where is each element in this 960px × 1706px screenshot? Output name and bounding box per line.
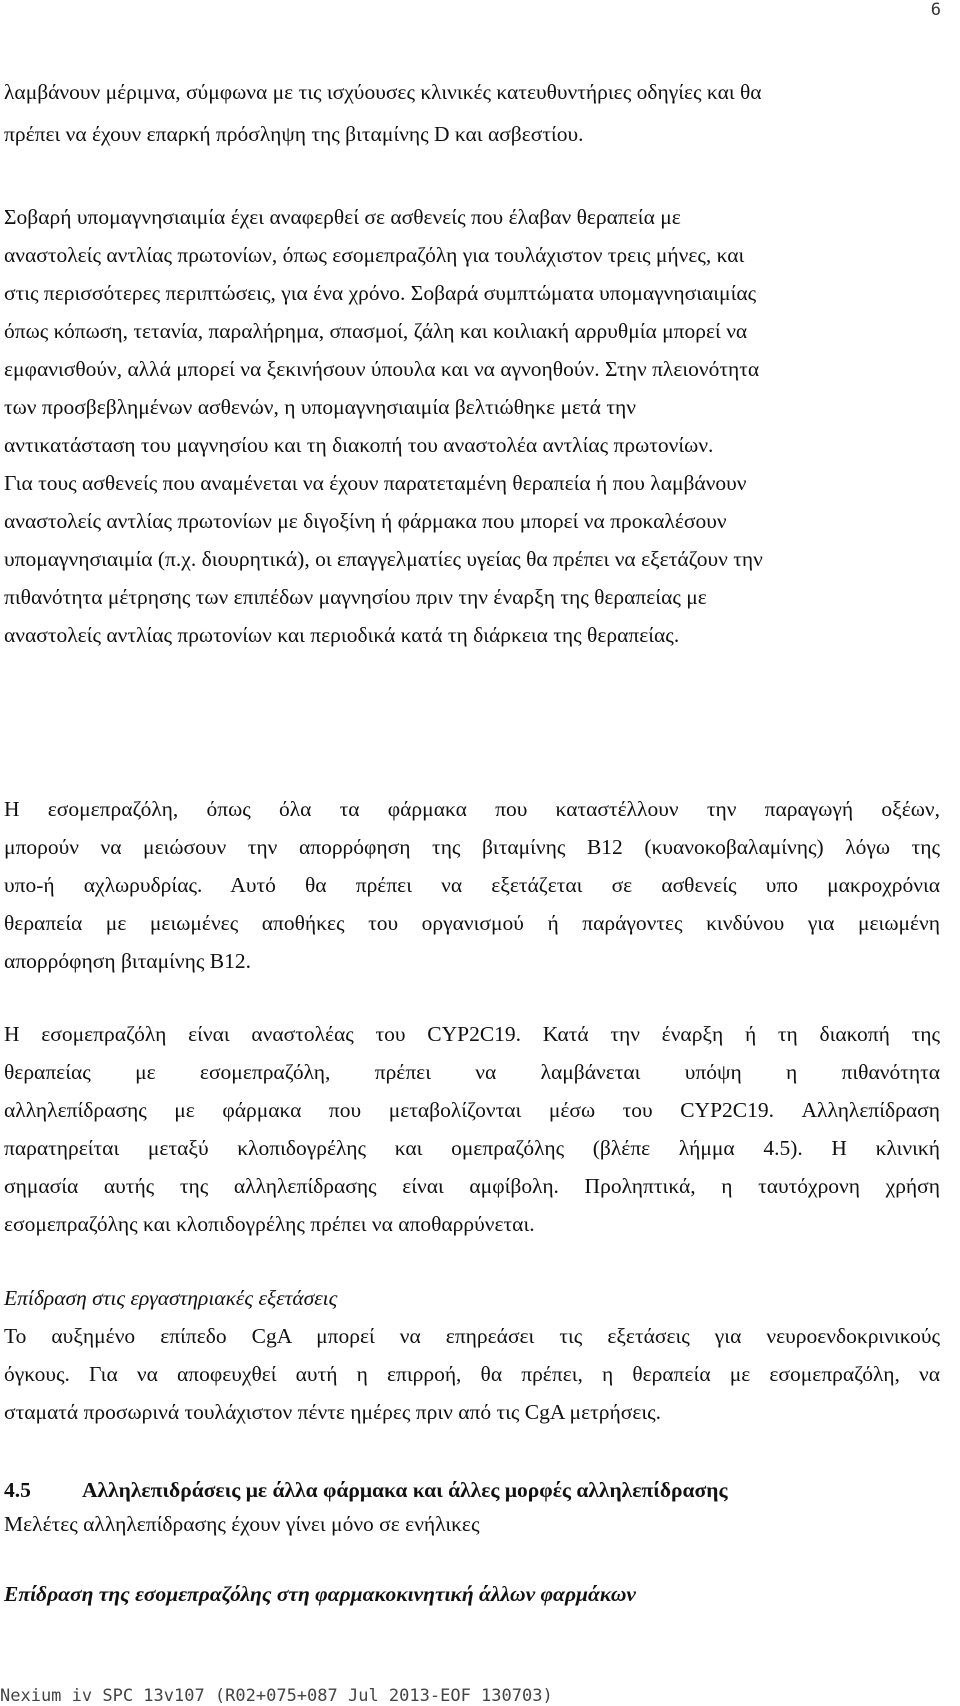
paragraph-hypomagnesemia [4, 198, 940, 654]
document-footer: Nexium iv SPC 13v107 (R02+075+087 Jul 2013-EOF 130703) [0, 1686, 553, 1706]
text-line: όγκους. Για να αποφευχθεί αυτή η επιρροή, θα πρέπει, η θεραπεία με εσομεπραζόλη, να [4, 1362, 940, 1386]
text-line: αλληλεπίδρασης με φάρμακα που μεταβολίζονται μέσω του CYP2C19. Αλληλεπίδραση [4, 1098, 940, 1122]
text-line: εσομεπραζόλης και κλοπιδογρέλης πρέπει να αποθαρρύνεται. [4, 1212, 535, 1236]
section-subtitle: Μελέτες αλληλεπίδρασης έχουν γίνει μόνο σε ενήλικες [4, 1512, 480, 1536]
paragraph-cyp2c19 [4, 1015, 940, 1243]
text-line: Η εσομεπραζόλη, όπως όλα τα φάρμακα που καταστέλλουν την παραγωγή οξέων, [4, 797, 940, 821]
text-line: Η εσομεπραζόλη είναι αναστολέας του CYP2C19. Κατά την έναρξη ή τη διακοπή της [4, 1022, 940, 1046]
paragraph-1 [4, 71, 940, 155]
text-line: αναστολείς αντλίας πρωτονίων, όπως εσομεπραζόλη για τουλάχιστον τρεις μήνες, και [4, 243, 745, 267]
page-number: 6 [930, 0, 941, 20]
text-line: παρατηρείται μεταξύ κλοπιδογρέλης και ομεπραζόλης (βλέπε λήμμα 4.5). Η κλινική [4, 1136, 940, 1160]
text-line: υπομαγνησιαιμία (π.χ. διουρητικά), οι επαγγελματίες υγείας θα πρέπει να εξετάζουν την [4, 547, 763, 571]
text-line: σταματά προσωρινά τουλάχιστον πέντε ημέρες πριν από τις CgA μετρήσεις. [4, 1400, 662, 1424]
section-number: 4.5 [4, 1478, 31, 1502]
section-4-5-heading [4, 1473, 940, 1507]
text-line: θεραπεία με μειωμένες αποθήκες του οργανισμού ή παράγοντες κινδύνου για μειωμένη [4, 911, 940, 935]
text-line: πρέπει να έχουν επαρκή πρόσληψη της βιταμίνης D και ασβεστίου. [4, 122, 584, 146]
paragraph-cga [4, 1317, 940, 1431]
text-line: αναστολείς αντλίας πρωτονίων και περιοδικά κατά τη διάρκεια της θεραπείας. [4, 623, 680, 647]
text-line: εμφανισθούν, αλλά μπορεί να ξεκινήσουν ύπουλα και να αγνοηθούν. Στην πλειονότητα [4, 357, 760, 381]
text-line: μπορούν να μειώσουν την απορρόφηση της βιταμίνης Β12 (κυανοκοβαλαμίνης) λόγω της [4, 835, 940, 859]
text-line: όπως κόπωση, τετανία, παραλήρημα, σπασμοί, ζάλη και κοιλιακή αρρυθμία μπορεί να [4, 319, 748, 343]
section-title: Αλληλεπιδράσεις με άλλα φάρμακα και άλλες μορφές αλληλεπίδρασης [82, 1478, 728, 1502]
text-line: λαμβάνουν μέριμνα, σύμφωνα με τις ισχύουσες κλινικές κατευθυντήριες οδηγίες και θα [4, 80, 762, 104]
text-line: Για τους ασθενείς που αναμένεται να έχουν παρατεταμένη θεραπεία ή που λαμβάνουν [4, 471, 747, 495]
text-line: στις περισσότερες περιπτώσεις, για ένα χρόνο. Σοβαρά συμπτώματα υπομαγνησιαιμίας [4, 281, 757, 305]
text-line: Το αυξημένο επίπεδο CgA μπορεί να επηρεάσει τις εξετάσεις για νευροενδοκρινικούς [4, 1324, 940, 1348]
text-line: υπο-ή αχλωρυδρίας. Αυτό θα πρέπει να εξετάζεται σε ασθενείς υπο μακροχρόνια [4, 873, 940, 897]
text-line: των προσβεβλημένων ασθενών, η υπομαγνησιαιμία βελτιώθηκε μετά την [4, 395, 636, 419]
lab-tests-heading: Επίδραση στις εργαστηριακές εξετάσεις [4, 1286, 338, 1310]
text-line: αντικατάσταση του μαγνησίου και τη διακοπή του αναστολέα αντλίας πρωτονίων. [4, 433, 714, 457]
effect-heading: Επίδραση της εσομεπραζόλης στη φαρμακοκινητική άλλων φαρμάκων [4, 1582, 636, 1606]
text-line: αναστολείς αντλίας πρωτονίων με διγοξίνη ή φάρμακα που μπορεί να προκαλέσουν [4, 509, 727, 533]
text-line: Σοβαρή υπομαγνησιαιμία έχει αναφερθεί σε ασθενείς που έλαβαν θεραπεία με [4, 205, 681, 229]
paragraph-vitamin-b12 [4, 790, 940, 980]
text-line: σημασία αυτής της αλληλεπίδρασης είναι αμφίβολη. Προληπτικά, η ταυτόχρονη χρήση [4, 1174, 940, 1198]
text-line: απορρόφηση βιταμίνης Β12. [4, 949, 251, 973]
text-line: πιθανότητα μέτρησης των επιπέδων μαγνησίου πριν την έναρξη της θεραπείας με [4, 585, 707, 609]
text-line: θεραπείας με εσομεπραζόλη, πρέπει να λαμβάνεται υπόψη η πιθανότητα [4, 1060, 940, 1084]
